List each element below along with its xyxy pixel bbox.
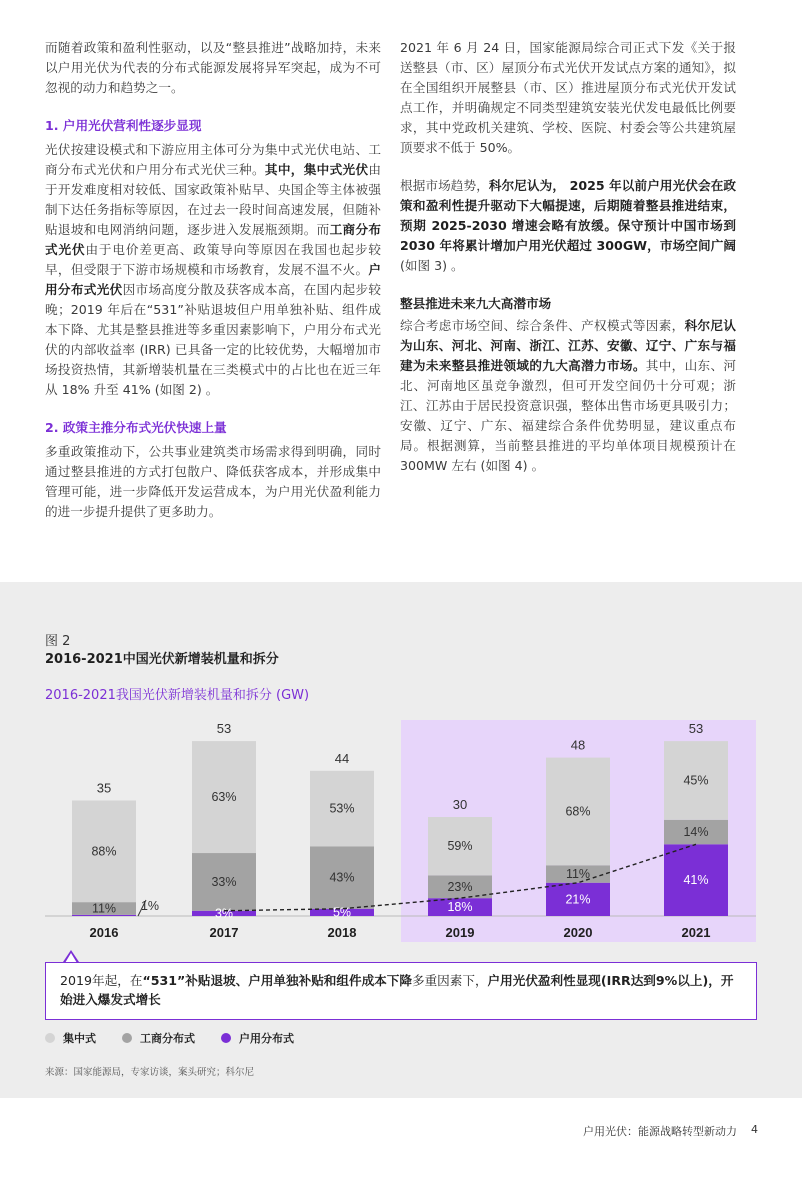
centralized-pct-label: 68% [565, 804, 591, 819]
centralized-pct-label: 63% [211, 790, 237, 805]
markets-paragraph: 综合考虑市场空间、综合条件、产权模式等因素，科尔尼认为山东、河北、河南、浙江、江苏、安徽、辽宁、广东与福建为未来整县推进领域的九大高潜力市场。其中，山东、河北、河南地区虽竞争激烈，但可开发空间仍十分可观；浙江、江苏由于居民投资意识强，整体出售市场更具吸引力；安徽、辽宁、广东、福建综合条件优势明显，建议重点布局。根据测算，当前整县推进的平均单体项目规模预计在 300MW 左右 (如图 4) 。 [400, 318, 737, 473]
category-label: 2016 [89, 925, 119, 940]
residential-pct-label: 3% [214, 906, 234, 921]
category-label: 2017 [209, 925, 239, 940]
legend-dot-icon [45, 1033, 55, 1043]
modes-paragraph: 光伏按建设模式和下游应用主体可分为集中式光伏电站、工商分布式光伏和户用分布式光伏三种。其中，集中式光伏由于开发难度相对较低、国家政策补贴早、央国企等主体被强制下达任务指标等原因，在过去一段时间高速发展，但随补贴退坡和电网消纳问题，逐步进入发展瓶颈期。而工商分布式光伏由于电价差更高、政策导向等原因在我国也起步较早，但受限于下游市场规模和市场教育，发展不温不火。户用分布式光伏因市场高度分散及获客成本高，在国内起步较晚；2019 年后在“531”补贴退坡但户用单独补贴、组件成本下降、尤其是整县推进等多重因素影响下，户用分布式光伏的内部收益率 (IRR) 已具备一定的比较优势，大幅增加市场投资热情，其新增装机量在三类模式中的占比也在近三年从 18% 升至 41% (如图 2) 。 [45, 142, 382, 397]
centralized-pct-label: 88% [91, 844, 117, 859]
total-label: 53 [216, 721, 232, 737]
legend-item-residential: 户用分布式 [221, 1030, 294, 1046]
stacked-bar-chart [0, 700, 802, 950]
centralized-pct-label: 45% [683, 773, 709, 788]
category-label: 2019 [445, 925, 475, 940]
commercial-pct-label: 33% [211, 874, 237, 889]
residential-pct-label: 1% [140, 899, 160, 913]
page-footer [583, 1123, 758, 1139]
total-label: 35 [96, 780, 112, 796]
commercial-pct-label: 11% [565, 867, 591, 882]
residential-pct-label: 21% [565, 892, 591, 907]
commercial-pct-label: 23% [447, 879, 473, 894]
source-note: 来源：国家能源局，专家访谈，案头研究；科尔尼 [45, 1067, 255, 1078]
section-heading-2: 2. 政策主推分布式光伏快速上量 [45, 420, 227, 435]
notice-paragraph: 2021 年 6 月 24 日，国家能源局综合司正式下发《关于报送整县（市、区）屋顶分布式光伏开发试点方案的通知》，拟在全国组织开展整县（市、区）推进屋顶分布式光伏开发试点工作，并明确规定不同类型建筑安装光伏发电最低比例要求，其中党政机关建筑、学校、医院、村委会等公共建筑屋顶要求不低于 50%。 [400, 40, 736, 155]
legend-item-centralized: 集中式 [45, 1030, 96, 1046]
legend-dot-icon [221, 1033, 231, 1043]
policy-paragraph: 多重政策推动下，公共事业建筑类市场需求得到明确，同时通过整县推进的方式打包散户、降低获客成本，并形成集中管理可能，进一步降低开发运营成本，为户用光伏盈利能力的进一步提升提供了更多助力。 [45, 444, 381, 519]
residential-pct-label: 18% [447, 900, 473, 915]
chart-title: 2016-2021我国光伏新增装机量和拆分 (GW) [45, 688, 310, 703]
centralized-pct-label: 53% [329, 801, 355, 816]
commercial-pct-label: 43% [329, 870, 355, 885]
residential-pct-label: 41% [683, 873, 709, 888]
legend-dot-icon [122, 1033, 132, 1043]
total-label: 48 [570, 737, 586, 753]
chart-legend [45, 1030, 294, 1046]
commercial-pct-label: 11% [91, 901, 117, 916]
footer-title: 户用光伏：能源战略转型新动力 [583, 1125, 737, 1138]
category-label: 2018 [327, 925, 357, 940]
commercial-pct-label: 14% [683, 825, 709, 840]
figure-number: 图 2 [45, 634, 71, 649]
section-heading-1: 1. 户用光伏营利性逐步显现 [45, 118, 202, 133]
trend-paragraph: 根据市场趋势，科尔尼认为， 2025 年以前户用光伏会在政策和盈利性提升驱动下大幅提速，后期随着整县推进结束，预期 2025-2030 增速会略有放缓。保守预计中国市场到 2030 年将累计增加户用光伏超过 300GW，市场空间广阔 (如图 3) 。 [400, 178, 736, 273]
figure-title: 2016-2021中国光伏新增装机量和拆分 [45, 652, 279, 667]
page-number: 4 [751, 1123, 758, 1136]
total-label: 44 [334, 750, 350, 766]
intro-paragraph: 而随着政策和盈利性驱动，以及“整县推进”战略加持，未来以户用光伏为代表的分布式能源发展将异军突起，成为不可忽视的动力和趋势之一。 [45, 40, 381, 95]
markets-heading: 整县推进未来九大高潜市场 [400, 296, 552, 311]
legend-item-commercial: 工商分布式 [122, 1030, 195, 1046]
right-column [400, 38, 736, 494]
centralized-pct-label: 59% [447, 839, 473, 854]
category-label: 2021 [681, 925, 711, 940]
total-label: 53 [688, 721, 704, 737]
callout-box: 2019年起，在“531”补贴退坡、户用单独补贴和组件成本下降多重因素下，户用光伏盈利性显现(IRR达到9%以上)，开始进入爆发式增长 [45, 962, 757, 1020]
left-column [45, 38, 381, 540]
total-label: 30 [452, 797, 468, 812]
residential-pct-label: 5% [332, 905, 352, 920]
category-label: 2020 [563, 925, 593, 940]
